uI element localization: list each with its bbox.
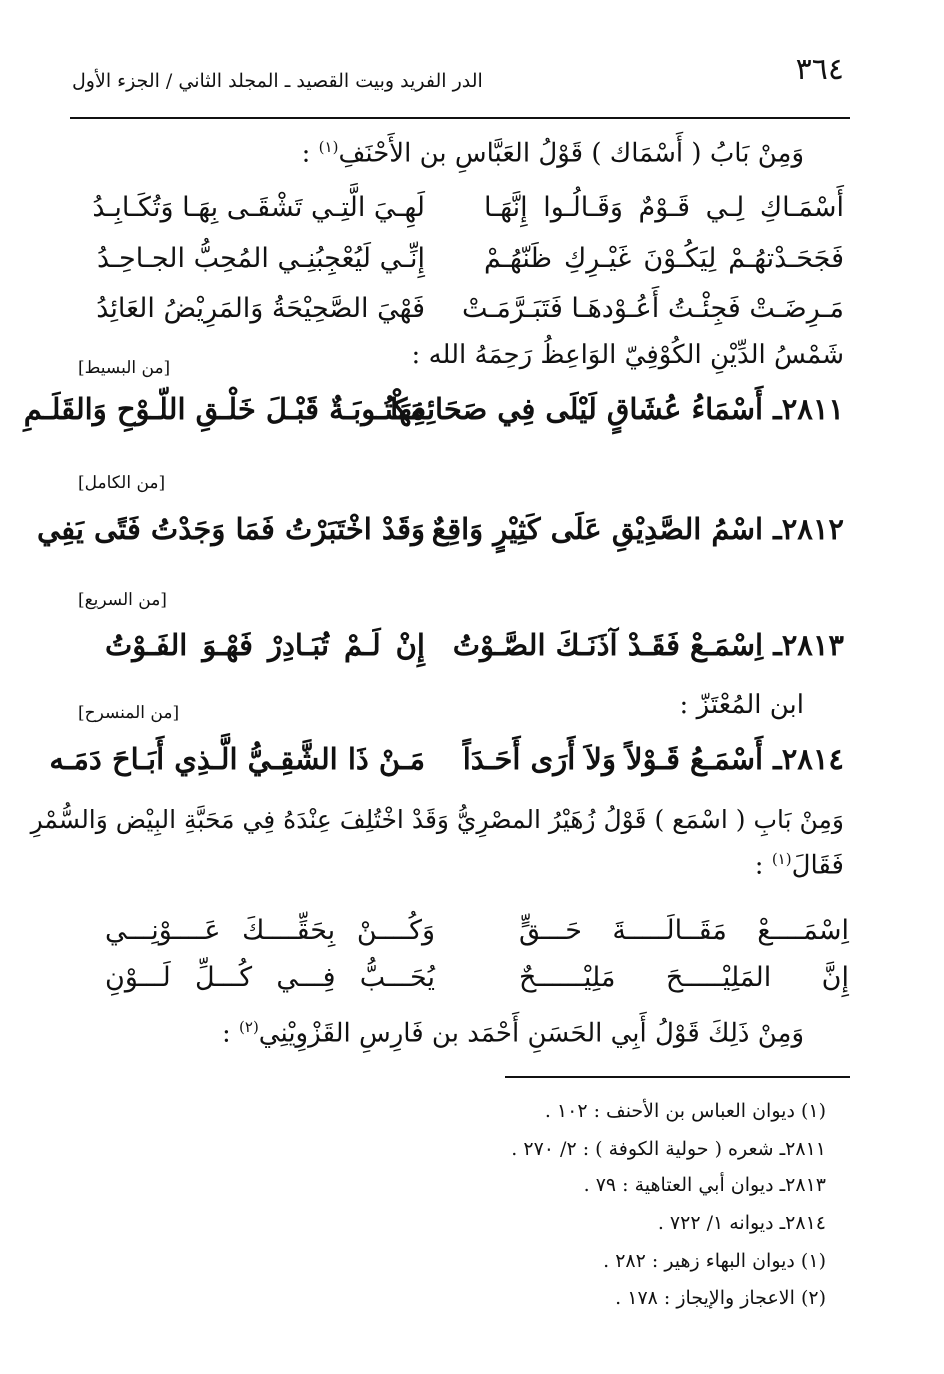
verse-2812-left: وَقَدْ اخْتَبَرْتُ فَمَا وَجَدْتُ فَتًى يَفِي: [37, 512, 425, 546]
verse-hemistich-left: إِنِّـي لَيُعْجِبُنِـي المُحِبُّ الجـاحِـدُ: [96, 243, 425, 274]
footnote: (١) ديوان البهاء زهير : ٢٨٢ .: [603, 1250, 826, 1272]
meter-label: [من المنسرح]: [78, 703, 180, 723]
meter-label: [من البسيط]: [78, 358, 171, 378]
verse-hemistich-left: فَهْيَ الصَّحِيْحَةُ وَالمَرِيْضُ العَائِدُ: [96, 293, 425, 324]
verse-hemistich-left: يُحَـــبُّ فِـــي كُـــلِّ لَـــوْنِ: [105, 962, 435, 993]
verse-2813-right: ٢٨١٣ـ اِسْمَـعْ فَقَـدْ آذَنَـكَ الصَّـوْتُ: [452, 628, 844, 662]
footnote-marker: (٢): [239, 1018, 259, 1036]
verse-hemistich-right: أَسْمَـاكِ لِـي قَـوْمٌ وَقَـالُـوا إِنَّهَـا: [484, 192, 844, 223]
meter-label: [من الكامل]: [78, 473, 166, 493]
footnote-marker: (١): [771, 850, 792, 868]
intro-ibn-almutazz: ابن المُعْتَزّ :: [679, 690, 804, 720]
intro-zuhayr-line1: وَمِنْ بَابِ ( اسْمَع ) قَوْلُ زُهَيْرُ المصْرِيُّ وَقَدْ اخْتُلِفَ عِنْدَهُ فِي مَحَبَّةِ البِيْض وَالسُّمْرِ: [30, 805, 844, 834]
intro-ibn-faris: وَمِنْ ذَلِكَ قَوْلُ أَبِي الحَسَنِ أَحْمَد بن فَارِسِ القَزْوِيْنِي$^{(٢)}$ :: [221, 1018, 804, 1049]
footnote: ٢٨١٤ـ ديوانه ١/ ٧٢٢ .: [657, 1212, 826, 1234]
verse-hemistich-right: مَـرِضَـتْ فَجِئْـتُ أَعُـوْدهَـا فَتَبَـرَّمَـتْ: [461, 293, 844, 324]
verse-2814-left: مَـنْ ذَا الشَّقِـيُّ الَّـذِي أَبَـاحَ دَمَـه: [49, 742, 425, 776]
intro-abbas: وَمِنْ بَابُ ( أَسْمَاك ) قَوْلُ العَبَّاسِ بن الأَحْنَفِ$^{(١)}$ :: [301, 138, 804, 169]
footnote: ٢٨١١ـ شعره ( حولية الكوفة ) : ٢/ ٢٧٠ .: [511, 1138, 826, 1160]
running-title: الدر الفريد وبيت القصيد ـ المجلد الثاني / الجزء الأول: [72, 70, 483, 92]
footnote: (٢) الاعجاز والإيجاز : ١٧٨ .: [615, 1287, 826, 1309]
intro-shams-aldin: شَمْسُ الدِّيْنِ الكُوْفِيّ الوَاعِظُ رَحِمَهُ الله :: [411, 340, 844, 370]
footnote: (١) ديوان العباس بن الأحنف : ١٠٢ .: [544, 1100, 826, 1122]
verse-hemistich-left: لَهِـيَ الَّتِـي تَشْقَـى بِهَـا وَتُكَـابِـدُ: [92, 192, 425, 223]
verse-2811-left: مَكْتُـوبَـةٌ قَبْـلَ خَلْـقِ اللّـوْحِ وَالقَلَـمِ: [23, 392, 425, 426]
page-number: ٣٦٤: [795, 52, 844, 87]
verse-hemistich-right: فَجَحَـدْتهُـمْ لِيَكُـوْنَ غَيْـرِكِ ظَنّهُـمْ: [484, 243, 844, 274]
verse-2812-right: ٢٨١٢ـ اسْمُ الصَّدِيْقِ عَلَى كَثِيْرٍ وَاقِعٌ: [431, 512, 844, 546]
header-divider: [70, 117, 850, 119]
verse-2814-right: ٢٨١٤ـ أَسْمَـعُ قَـوْلاً وَلاَ أَرَى أَحَـدَاً: [462, 742, 844, 776]
verse-hemistich-right: إِنَّ المَلِيْـــــحَ مَلِيْــــــحٌ: [519, 962, 849, 993]
verse-2813-left: إِنْ لَـمْ تُبَـادِرْ فَهْـوَ الفَـوْتُ: [105, 628, 425, 662]
intro-zuhayr-line2: فَقَالَ$^{(١)}$ :: [754, 850, 844, 881]
meter-label: [من السريع]: [78, 590, 167, 610]
verse-hemistich-right: اِسْمَــــعْ مَقَــالَـــــةَ حَـــقٍّ: [519, 915, 849, 946]
footnote: ٢٨١٣ـ ديوان أبي العتاهية : ٧٩ .: [583, 1174, 826, 1196]
footnote-marker: (١): [318, 138, 339, 156]
footnote-divider: [505, 1076, 850, 1078]
verse-2811-right: ٢٨١١ـ أَسْمَاءُ عُشَاقٍ لَيْلَى فِي صَحَائِفِهَا: [390, 392, 844, 426]
verse-hemistich-left: وَكُــــنْ بِحَقِّــــكَ عَــــوْنِـــي: [105, 915, 435, 946]
